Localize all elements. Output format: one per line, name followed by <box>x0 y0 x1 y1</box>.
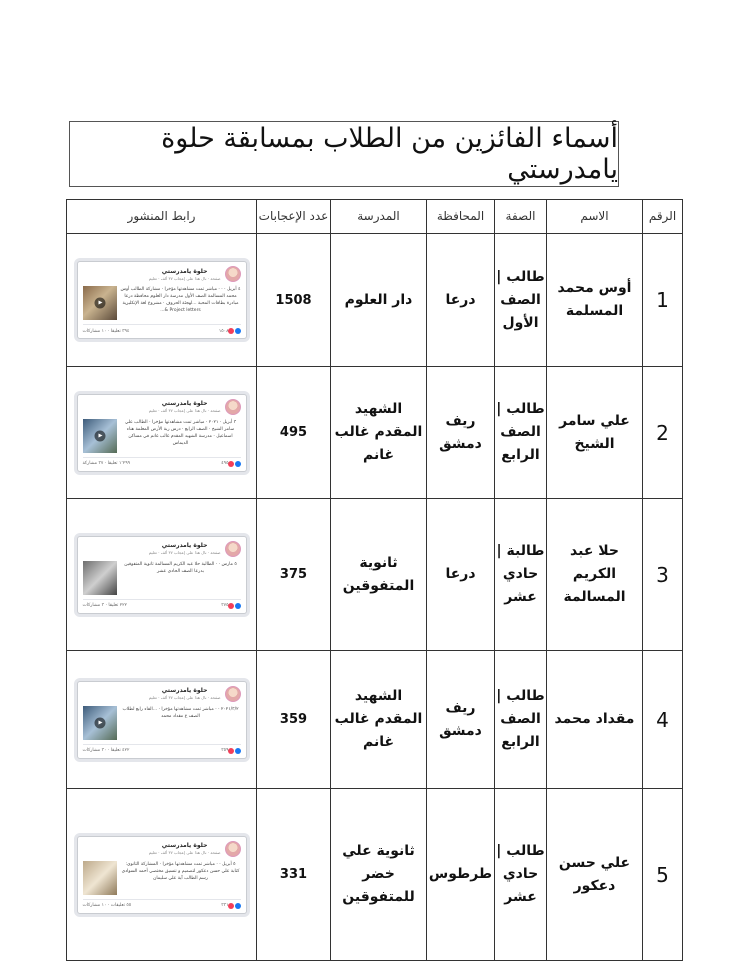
post-image <box>83 706 117 740</box>
comments-shares: ٢٢٢ تعليقا · ٣ مشاركات <box>82 603 127 608</box>
cell-name: مقداد محمد <box>547 651 643 789</box>
play-icon <box>94 298 105 309</box>
cell-grade: طالبة | حادي عشر <box>495 499 547 651</box>
cell-grade: طالب | الصف الأول <box>495 234 547 367</box>
header-grade: الصفة <box>495 200 547 234</box>
cell-likes: 359 <box>257 651 331 789</box>
cell-school: الشهيد المقدم غالب غانم <box>331 367 427 499</box>
cell-name: علي سامر الشيخ <box>547 367 643 499</box>
cell-governorate: ريف دمشق <box>427 367 495 499</box>
play-icon <box>94 430 105 441</box>
cell-likes: 495 <box>257 367 331 499</box>
cell-governorate: درعا <box>427 499 495 651</box>
header-likes: عدد الإعجابات <box>257 200 331 234</box>
reaction-count: ٣٧٥ <box>221 603 229 608</box>
page-name: حلوة يامدرستي <box>161 267 208 275</box>
post-text: ٥ مارس · · الطالبة حلا عبد الكريم المسالمة ثانوية المتفوقين بدرعا الصف الحادي عشر <box>124 561 237 574</box>
reaction-count: ٤٩٥ <box>221 461 229 466</box>
cell-school: دار العلوم <box>331 234 427 367</box>
header-name: الاسم <box>547 200 643 234</box>
cell-rank: 1 <box>643 234 683 367</box>
reaction-count: ١٥٠٨ <box>218 328 229 334</box>
post-text: ٣ أبريل · ٢٠٢١ · مباشر تمت مشاهدتها مؤخرا · الطالب علي سامر الشيخ · الصف الرابع · درس ربة الأرض المعلمة هناء اسماعيل · مدرسة الشهيد المقدم غالب غانم في مساكن الديماس <box>124 419 237 446</box>
cell-likes: 331 <box>257 789 331 961</box>
header-rank: الرقم <box>643 200 683 234</box>
post-thumbnail[interactable] <box>77 261 247 339</box>
cell-name: حلا عبد الكريم المسالمة <box>547 499 643 651</box>
header-row <box>67 200 683 234</box>
cell-post-link <box>67 789 257 961</box>
comments-shares: ٣٩٤ تعليقا · ١٠ مشاركات <box>82 328 130 334</box>
like-icon <box>235 328 241 334</box>
cell-post-link <box>67 651 257 789</box>
table-row <box>67 234 683 367</box>
cell-governorate: درعا <box>427 234 495 367</box>
page-name: حلوة يامدرستي <box>161 687 208 694</box>
like-icon <box>235 903 241 909</box>
post-image <box>83 561 117 595</box>
cell-post-link <box>67 499 257 651</box>
table-row <box>67 789 683 961</box>
cell-grade: طالب | الصف الرابع <box>495 651 547 789</box>
cell-likes: 1508 <box>257 234 331 367</box>
page-avatar <box>225 541 241 557</box>
winners-table <box>66 199 683 961</box>
cell-rank: 2 <box>643 367 683 499</box>
post-text: ٢٠٢١/٣/٢ · · مباشر تمت مشاهدتها مؤخرا · ...الفاء رابع لطلاب الصف ع مقداد محمد <box>122 706 239 719</box>
cell-name: أوس محمد المسلمة <box>547 234 643 367</box>
cell-rank: 4 <box>643 651 683 789</box>
page-avatar <box>225 266 241 282</box>
like-icon <box>235 461 241 467</box>
cell-governorate: طرطوس <box>427 789 495 961</box>
page-avatar <box>225 399 241 415</box>
page-meta: صفحة · نال هذا على إعجاب ٣٧ ألف · تعليم <box>148 550 221 555</box>
cell-likes: 375 <box>257 499 331 651</box>
post-image <box>83 419 117 453</box>
header-governorate: المحافظة <box>427 200 495 234</box>
cell-governorate: ريف دمشق <box>427 651 495 789</box>
page-name: حلوة يامدرستي <box>161 842 208 849</box>
page-meta: صفحة · نال هذا على إعجاب ٣٧ ألف · تعليم <box>148 408 221 413</box>
page-avatar <box>225 841 241 857</box>
cell-name: علي حسن دعكور <box>547 789 643 961</box>
table-row <box>67 367 683 499</box>
comments-shares: ١٬٢٩٩ تعليقا · ٣٧ مشاركة <box>82 461 131 466</box>
cell-grade: طالب | حادي عشر <box>495 789 547 961</box>
post-thumbnail[interactable] <box>77 536 247 614</box>
cell-school: الشهيد المقدم غالب غانم <box>331 651 427 789</box>
table-row <box>67 651 683 789</box>
play-icon <box>94 717 105 728</box>
cell-grade: طالب | الصف الرابع <box>495 367 547 499</box>
page-name: حلوة يامدرستي <box>161 400 208 407</box>
header-post-link: رابط المنشور <box>67 200 257 234</box>
like-icon <box>235 603 241 609</box>
post-image <box>83 861 117 895</box>
cell-school: ثانوية علي خضر للمتفوقين <box>331 789 427 961</box>
header-school: المدرسة <box>331 200 427 234</box>
title-box <box>69 121 619 187</box>
post-text: ٤ أبريل · · · مباشر تمت مشاهدتها مؤخرا · مشاركة الطالب أوس محمد المسالمة الصف الأول مدرسة دار العلوم محافظة درعا مبادرة بطاقات المحبة ...لهجئة الحروف · مشروع لغة الإنكليزية Project letters &... <box>120 287 241 313</box>
reaction-count: ٣٣١ <box>221 903 229 908</box>
cell-rank: 3 <box>643 499 683 651</box>
page-name: حلوة يامدرستي <box>161 542 208 549</box>
page-meta: صفحة · نال هذا على إعجاب ٣٧ ألف · تعليم <box>148 275 221 281</box>
post-thumbnail[interactable] <box>77 836 247 914</box>
like-icon <box>235 748 241 754</box>
table-row <box>67 499 683 651</box>
post-thumbnail[interactable] <box>77 394 247 472</box>
cell-school: ثانوية المتفوقين <box>331 499 427 651</box>
page-avatar <box>225 686 241 702</box>
post-thumbnail[interactable] <box>77 681 247 759</box>
page-meta: صفحة · نال هذا على إعجاب ٣٧ ألف · تعليم <box>148 850 221 855</box>
post-text: ٥ أبريل · · مباشر تمت مشاهدتها مؤخرا · المشاركة الثانوي: كتابة علي حسن دعكور لتصميم و تنسيق مختصي أحمد السوادي رسم الطالب آية علي سليمان <box>121 861 240 881</box>
page-meta: صفحة · نال هذا على إعجاب ٣٧ ألف · تعليم <box>148 695 221 700</box>
comments-shares: ٥٥ تعليقات · ١٠ مشاركات <box>82 903 132 908</box>
cell-post-link <box>67 234 257 367</box>
post-image <box>83 286 117 320</box>
reaction-count: ٣٥٩ <box>221 748 229 753</box>
comments-shares: ٤٢٢ تعليقا · ٣٠ مشاركات <box>82 748 130 753</box>
cell-rank: 5 <box>643 789 683 961</box>
page-title: أسماء الفائزين من الطلاب بمسابقة حلوة يامدرستي <box>161 123 618 185</box>
cell-post-link <box>67 367 257 499</box>
